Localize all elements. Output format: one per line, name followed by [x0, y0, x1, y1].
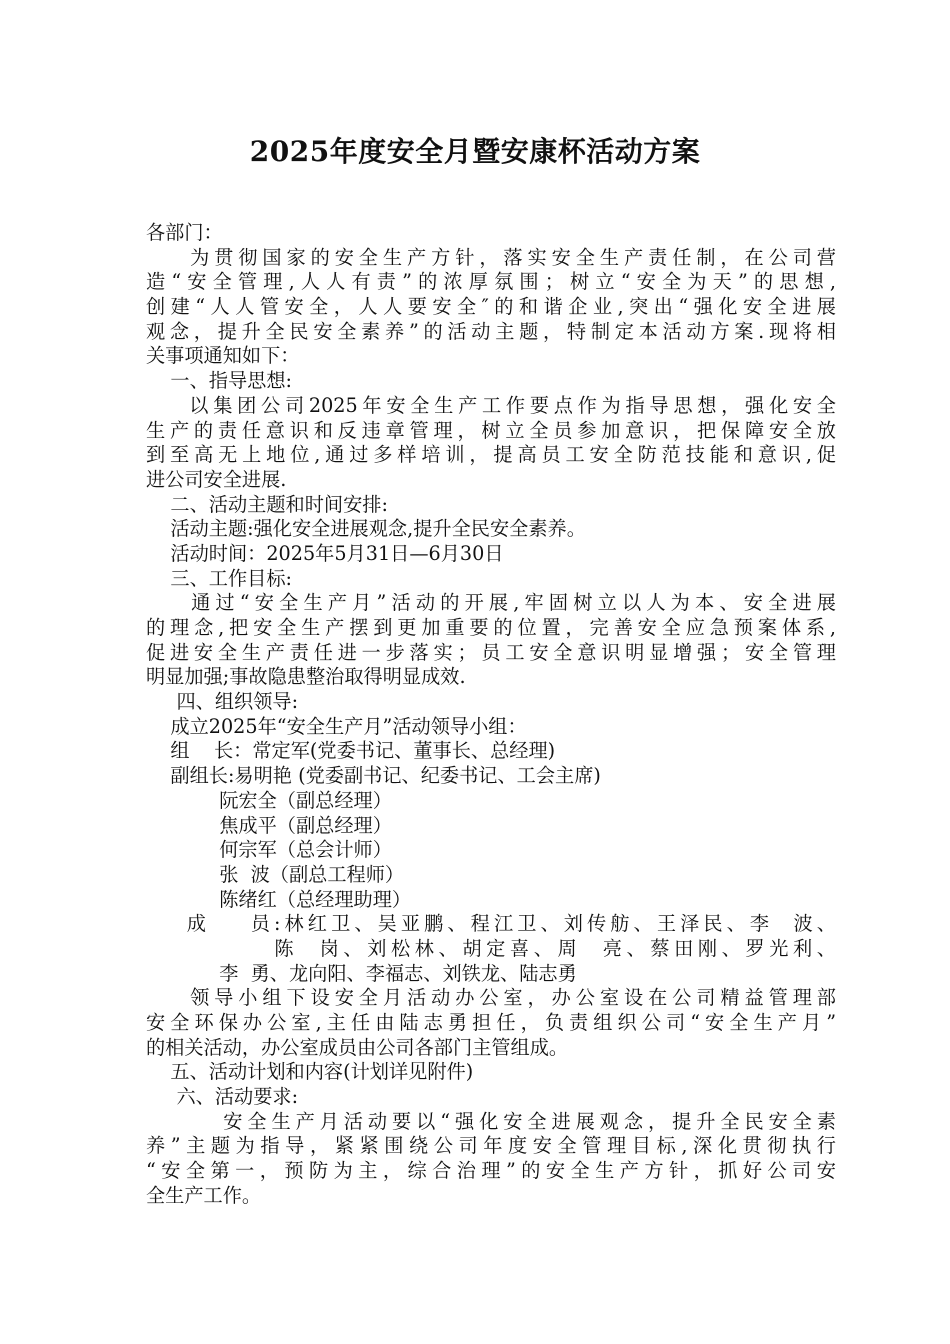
body-line: 关事项通知如下： [146, 344, 300, 368]
body-line: 二、活动主题和时间安排: [146, 492, 388, 516]
body-line: 安全环保办公室,主任由陆志勇担任，负责组织公司“安全生产月” [146, 1011, 836, 1034]
body-line: 四、组织领导: [146, 690, 299, 714]
body-line: 何宗军（总会计师） [146, 838, 392, 862]
body-line: 生产的责任意识和反违章管理，树立全员参加意识，把保障安全放 [146, 418, 836, 442]
body-line: 的理念,把安全生产摆到更加重要的位置，完善安全应急预案体系, [146, 616, 836, 639]
body-line: 焦成平（副总经理） [146, 813, 392, 837]
body-line: “安全第一，预防为主，综合治理”的安全生产方针，抓好公司安 [146, 1159, 836, 1183]
body-line: 陈绪红（总经理助理） [146, 887, 412, 911]
body-line: 养”主题为指导，紧紧围绕公司年度安全管理目标,深化贯彻执行 [146, 1134, 836, 1158]
body-line: 到至高无上地位,通过多样培训，提高员工安全防范技能和意识,促 [146, 443, 836, 467]
body-line: 三、工作目标: [146, 566, 292, 590]
body-line: 阮宏全（副总经理） [146, 788, 392, 812]
body-line: 各部门： [146, 221, 223, 244]
body-line: 六、活动要求: [146, 1085, 299, 1109]
body-line: 李 勇、龙向阳、李福志、刘铁龙、陆志勇 [146, 961, 577, 985]
document-title: 2025年度安全月暨安康杯活动方案 [249, 135, 701, 168]
body-line: 陈 岗、刘松林、胡定喜、周 亮、蔡田刚、罗光利、 [146, 936, 836, 960]
body-line: 促进安全生产责任进一步落实；员工安全意识明显增强；安全管理 [146, 640, 836, 664]
body-line: 创建“人人管安全，人人要安全″的和谐企业,突出“强化安全进展 [146, 295, 836, 319]
body-line: 的相关活动，办公室成员由公司各部门主管组成。 [146, 1035, 569, 1059]
body-line: 副组长:易明艳 (党委副书记、纪委书记、工会主席) [146, 764, 601, 788]
body-line: 造“安全管理,人人有责”的浓厚氛围；树立“安全为天”的思想, [146, 270, 836, 294]
body-line: 组 长：常定军(党委书记、董事长、总经理) [146, 739, 556, 763]
body-line: 安全生产月活动要以“强化安全进展观念，提升全民安全素 [146, 1109, 836, 1133]
body-line: 为贯彻国家的安全生产方针，落实安全生产责任制，在公司营 [146, 245, 836, 269]
body-line: 全生产工作。 [146, 1183, 262, 1207]
body-line: 以集团公司2025年安全生产工作要点作为指导思想，强化安全 [146, 393, 836, 417]
body-line: 活动主题:强化安全进展观念,提升全民安全素养。 [146, 517, 586, 541]
body-line: 通过“安全生产月”活动的开展,牢固树立以人为本、安全进展 [146, 591, 836, 615]
body-line: 活动时间：2025年5月31日—6月30日 [146, 541, 504, 565]
body-line: 成立2025年“安全生产月”活动领导小组： [146, 714, 527, 738]
body-line: 五、活动计划和内容(计划详见附件) [146, 1060, 474, 1084]
body-line: 张 波（副总工程师） [146, 862, 405, 886]
body-line: 明显加强;事故隐患整治取得明显成效. [146, 665, 466, 689]
body-line: 进公司安全进展. [146, 467, 287, 491]
body-line: 成 员:林红卫、吴亚鹏、程江卫、刘传舫、王泽民、李 波、 [146, 912, 836, 936]
body-line: 领导小组下设安全月活动办公室，办公室设在公司精益管理部 [146, 986, 836, 1010]
body-line: 一、指导思想: [146, 369, 292, 393]
body-line: 观念，提升全民安全素养”的活动主题，特制定本活动方案.现将相 [146, 319, 836, 343]
document-body [146, 221, 836, 1209]
